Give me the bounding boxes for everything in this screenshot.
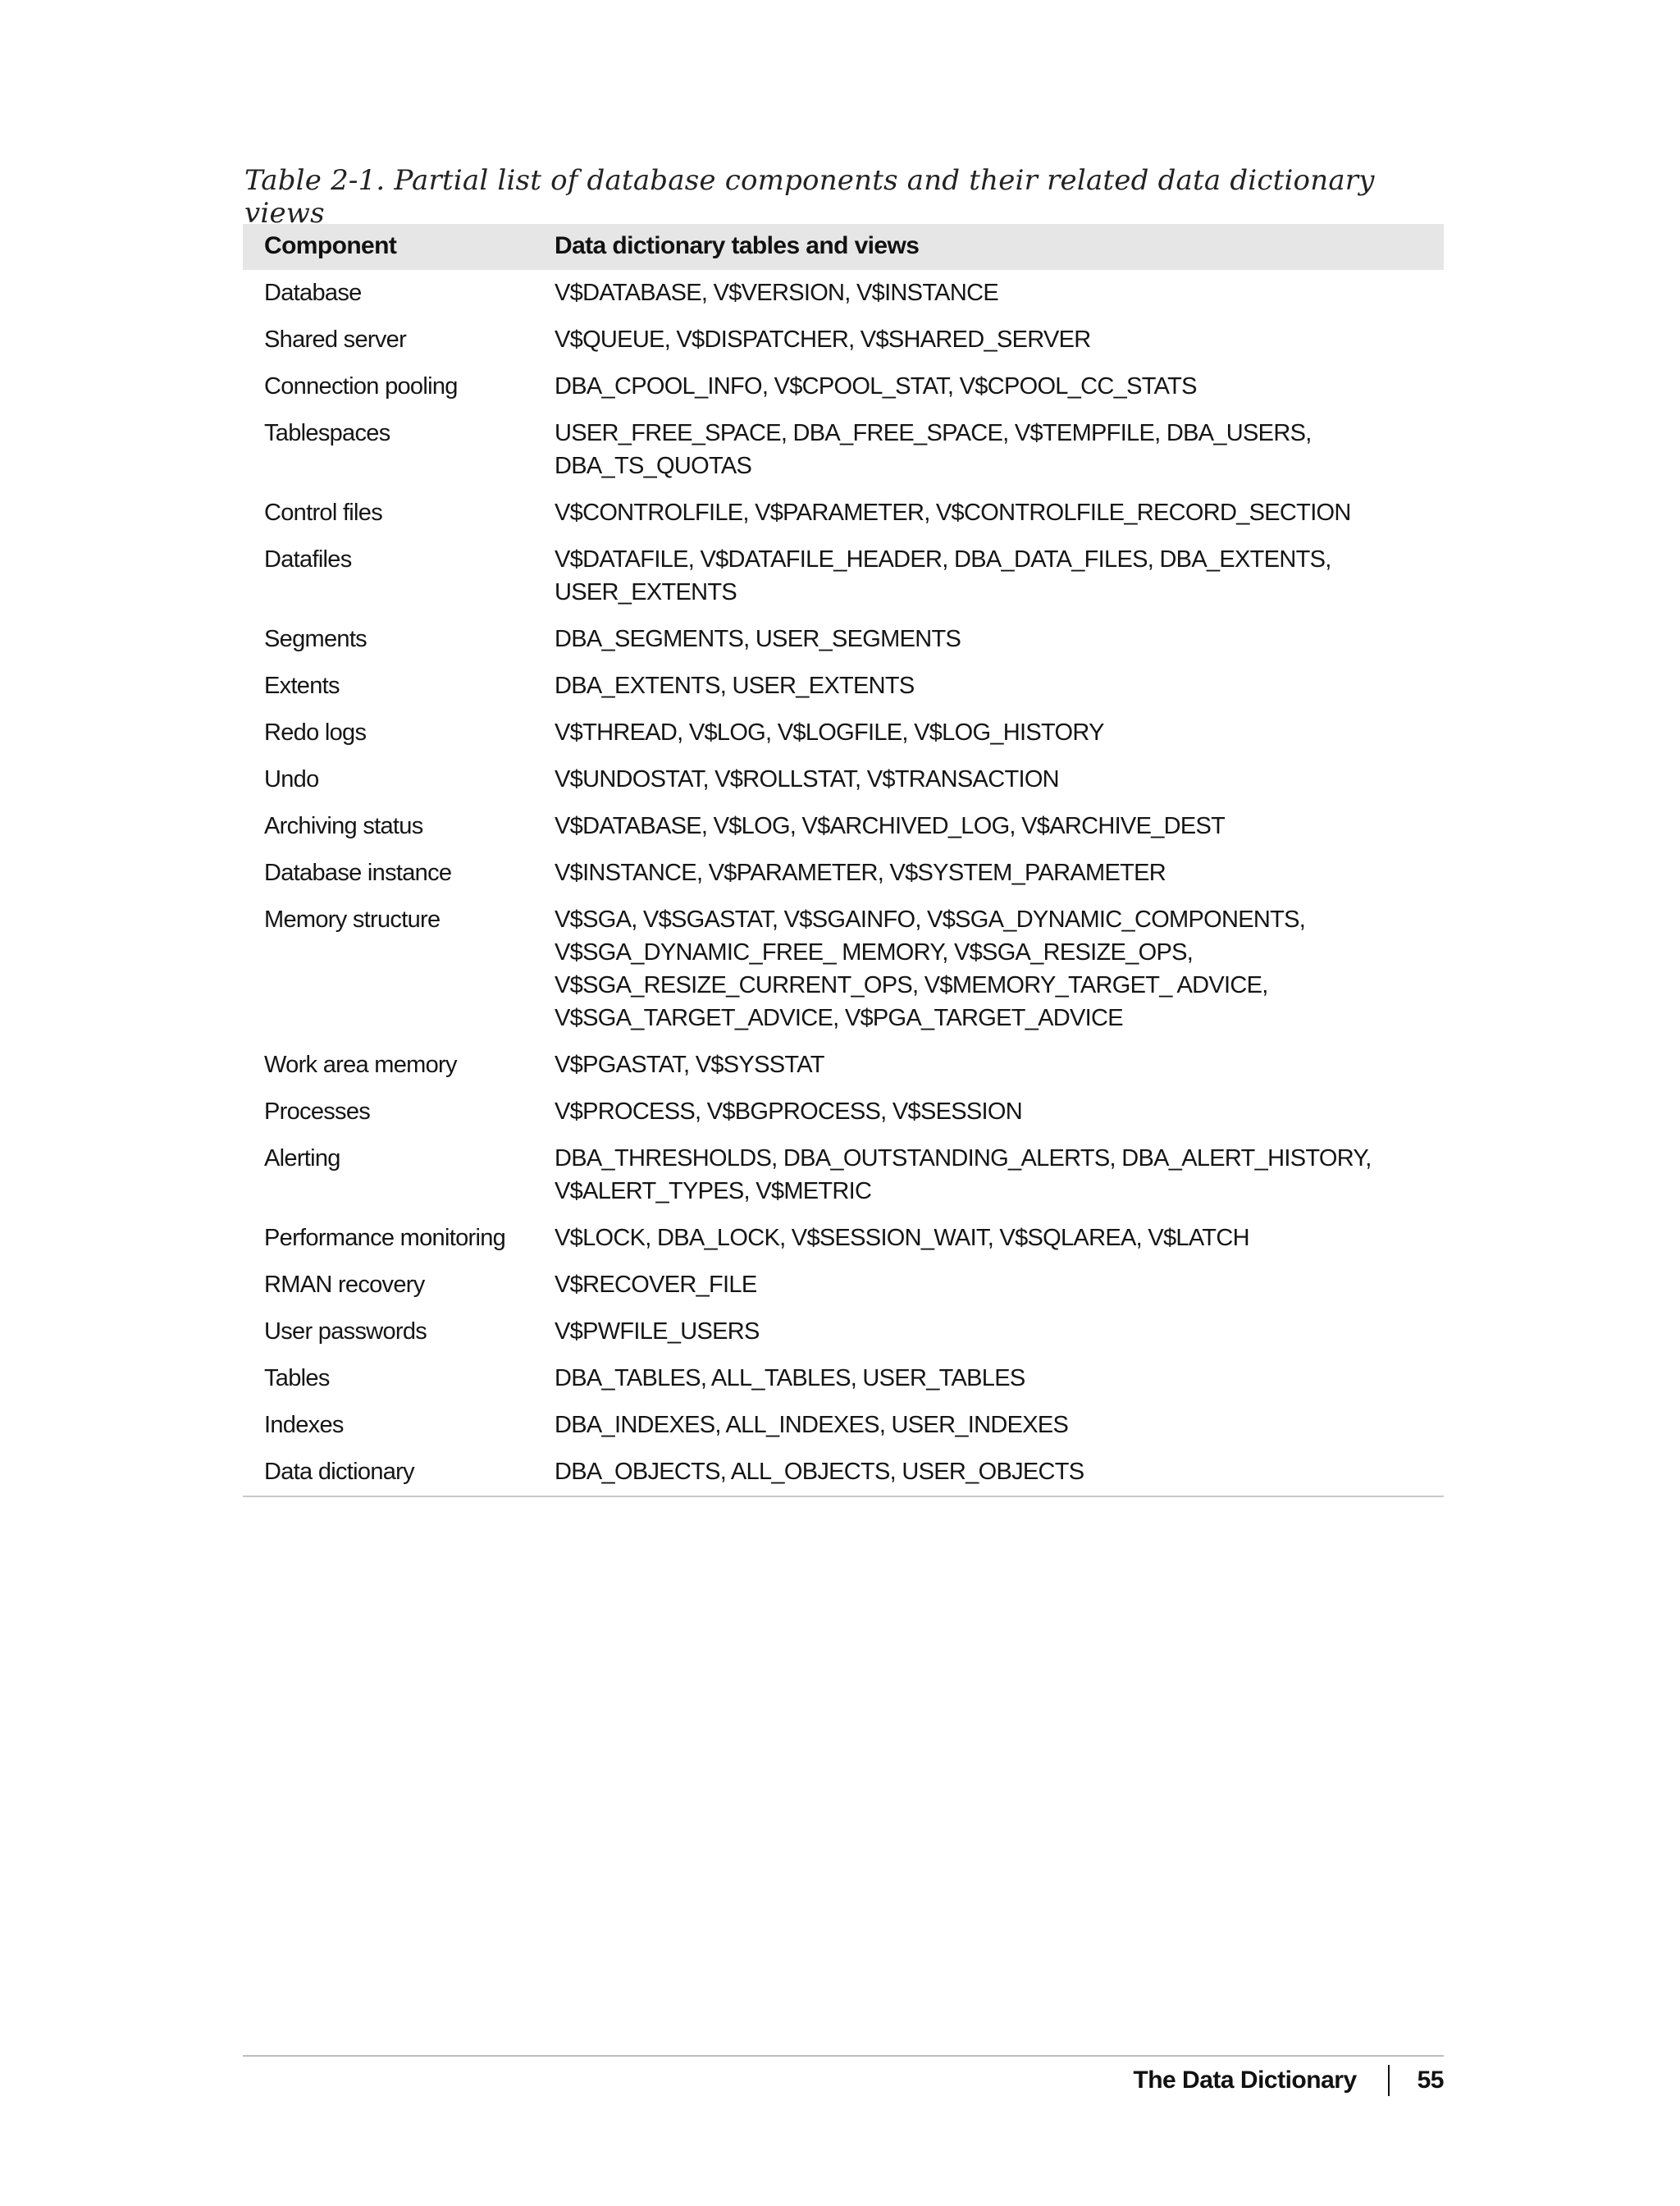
table-body	[243, 270, 1444, 1496]
component-cell: Indexes	[264, 1412, 344, 1438]
component-cell: Redo logs	[264, 719, 367, 746]
views-cell: V$PROCESS, V$BGPROCESS, V$SESSION	[555, 1098, 1022, 1125]
views-cell: DBA_TABLES, ALL_TABLES, USER_TABLES	[555, 1365, 1025, 1391]
footer-section-title: The Data Dictionary	[1133, 2067, 1357, 2094]
table-row	[243, 710, 1444, 756]
table-caption: Table 2-1. Partial list of database components and their related data dictionary views	[244, 164, 1375, 230]
views-cell: V$DATAFILE, V$DATAFILE_HEADER, DBA_DATA_FILES, DBA_EXTENTS, USER_EXTENTS	[555, 546, 1331, 605]
views-cell: V$PWFILE_USERS	[555, 1318, 760, 1345]
views-cell: V$LOCK, DBA_LOCK, V$SESSION_WAIT, V$SQLAREA, V$LATCH	[555, 1225, 1249, 1251]
table-row	[243, 270, 1444, 317]
views-cell: DBA_INDEXES, ALL_INDEXES, USER_INDEXES	[555, 1412, 1069, 1438]
component-cell: Performance monitoring	[264, 1225, 506, 1251]
views-cell: DBA_OBJECTS, ALL_OBJECTS, USER_OBJECTS	[543, 1449, 1444, 1496]
component-cell: Extents	[264, 673, 340, 699]
table-row	[243, 663, 1444, 710]
table-row	[243, 537, 1444, 616]
component-cell: Undo	[264, 766, 319, 792]
table-row	[243, 616, 1444, 663]
table-row	[243, 803, 1444, 850]
table-row	[243, 850, 1444, 897]
component-cell: Archiving status	[264, 813, 423, 839]
components-table	[243, 224, 1444, 1497]
component-cell: RMAN recovery	[264, 1272, 425, 1298]
table-row	[243, 1135, 1444, 1215]
table-row	[243, 1449, 1444, 1496]
views-cell: V$DATABASE, V$VERSION, V$INSTANCE	[555, 280, 998, 306]
table-row	[243, 1309, 1444, 1355]
component-cell: Control files	[264, 500, 383, 526]
component-cell: Alerting	[264, 1145, 340, 1172]
component-cell: User passwords	[264, 1318, 427, 1345]
table-row	[243, 756, 1444, 803]
table-row	[243, 1262, 1444, 1309]
views-cell: USER_FREE_SPACE, DBA_FREE_SPACE, V$TEMPFILE, DBA_USERS, DBA_TS_QUOTAS	[555, 420, 1312, 479]
footer-divider	[1388, 2065, 1390, 2096]
table-row	[243, 317, 1444, 363]
component-cell: Tables	[264, 1365, 330, 1391]
views-cell: V$SGA, V$SGASTAT, V$SGAINFO, V$SGA_DYNAMIC_COMPONENTS, V$SGA_DYNAMIC_FREE_ MEMORY, V$SGA_RESIZE_OPS, V$SGA_RESIZE_CURRENT_OPS, V$MEMORY_TARGET_ ADVICE, V$SGA_TARGET_ADVICE, V$PGA_TARGET_ADVICE	[555, 907, 1306, 1031]
table-row	[243, 490, 1444, 537]
views-cell: DBA_THRESHOLDS, DBA_OUTSTANDING_ALERTS, DBA_ALERT_HISTORY, V$ALERT_TYPES, V$METRIC	[555, 1145, 1372, 1204]
table-row	[243, 363, 1444, 410]
page-number: 55	[1417, 2067, 1444, 2094]
component-cell: Datafiles	[264, 546, 352, 573]
table-row	[243, 1089, 1444, 1135]
component-cell: Data dictionary	[243, 1449, 543, 1496]
table-row	[243, 1355, 1444, 1402]
table-row	[243, 897, 1444, 1042]
table-row	[243, 1042, 1444, 1089]
table-row	[243, 1402, 1444, 1449]
views-cell: V$DATABASE, V$LOG, V$ARCHIVED_LOG, V$ARCHIVE_DEST	[555, 813, 1226, 839]
component-cell: Processes	[264, 1098, 371, 1125]
views-cell: DBA_CPOOL_INFO, V$CPOOL_STAT, V$CPOOL_CC_STATS	[555, 373, 1197, 400]
page-footer	[1133, 2064, 1444, 2097]
component-cell: Database instance	[264, 860, 452, 886]
table-row	[243, 410, 1444, 490]
component-cell: Connection pooling	[264, 373, 458, 400]
component-cell: Memory structure	[264, 907, 441, 933]
views-cell: V$UNDOSTAT, V$ROLLSTAT, V$TRANSACTION	[555, 766, 1059, 792]
views-cell: V$PGASTAT, V$SYSSTAT	[555, 1052, 824, 1078]
views-cell: DBA_SEGMENTS, USER_SEGMENTS	[555, 626, 961, 652]
table-header	[243, 224, 1444, 270]
views-cell: V$THREAD, V$LOG, V$LOGFILE, V$LOG_HISTORY	[555, 719, 1104, 746]
header-views: Data dictionary tables and views	[555, 232, 920, 259]
component-cell: Tablespaces	[264, 420, 390, 446]
header-row	[243, 224, 1444, 270]
footer-rule	[243, 2055, 1444, 2057]
views-cell: V$CONTROLFILE, V$PARAMETER, V$CONTROLFILE_RECORD_SECTION	[555, 500, 1351, 526]
component-cell: Shared server	[264, 327, 407, 353]
table-container	[243, 224, 1444, 1497]
component-cell: Work area memory	[264, 1052, 457, 1078]
component-cell: Segments	[264, 626, 367, 652]
component-cell: Database	[264, 280, 362, 306]
views-cell: V$INSTANCE, V$PARAMETER, V$SYSTEM_PARAMETER	[555, 860, 1166, 886]
header-component: Component	[264, 232, 397, 259]
views-cell: DBA_EXTENTS, USER_EXTENTS	[555, 673, 915, 699]
views-cell: V$QUEUE, V$DISPATCHER, V$SHARED_SERVER	[555, 327, 1091, 353]
table-row	[243, 1215, 1444, 1262]
views-cell: V$RECOVER_FILE	[555, 1272, 757, 1298]
